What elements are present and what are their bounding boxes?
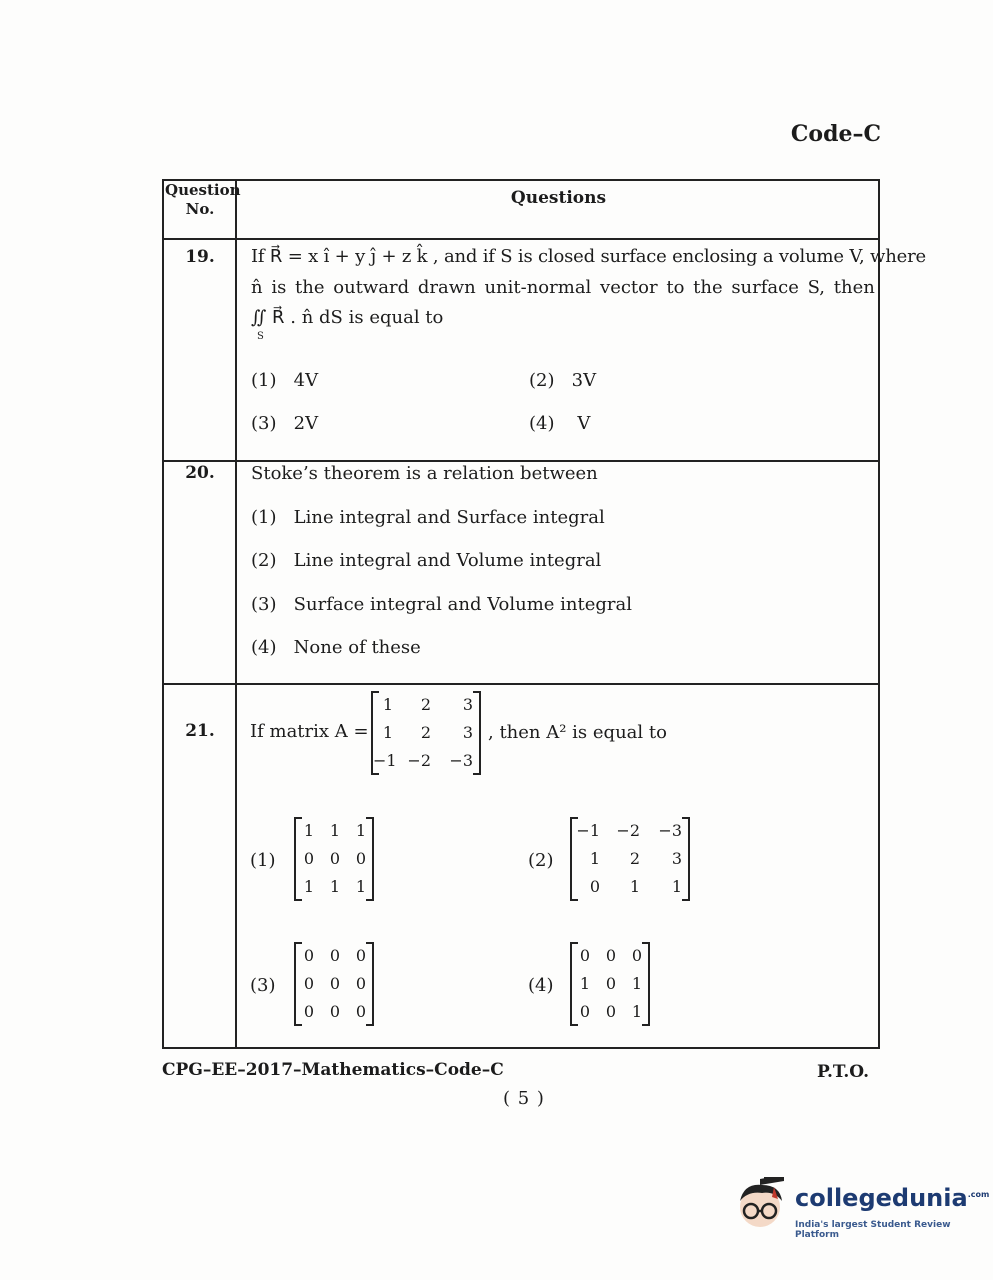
matrix-entry: 0 xyxy=(329,849,340,868)
matrix-entry: 0 xyxy=(605,974,616,993)
logo-name: collegedunia xyxy=(795,1184,968,1212)
matrix-entry: 0 xyxy=(605,1002,616,1021)
q21-option-2-matrix xyxy=(570,817,690,901)
matrix-entry: 1 xyxy=(303,821,314,840)
column-divider xyxy=(235,179,237,1049)
matrix-entry: 0 xyxy=(329,946,340,965)
q21-option-1-number: (1) xyxy=(250,850,276,871)
matrix-entry: 1 xyxy=(303,877,314,896)
matrix-entry: 0 xyxy=(303,974,314,993)
matrix-entry: −3 xyxy=(658,821,682,840)
logo-suffix: .com xyxy=(967,1190,990,1199)
q19-option-2 xyxy=(529,370,596,391)
question-number-20: 20. xyxy=(185,463,215,483)
option-number: (2) xyxy=(251,550,277,571)
q20-option-4 xyxy=(251,637,421,658)
q21-option-3-number: (3) xyxy=(250,975,276,996)
matrix-entry: 0 xyxy=(303,849,314,868)
matrix-entry: 1 xyxy=(579,974,590,993)
option-number: (1) xyxy=(251,370,277,391)
option-text: Surface integral and Volume integral xyxy=(293,594,633,615)
matrix-entry: 3 xyxy=(671,849,682,868)
matrix-entry: 0 xyxy=(589,877,600,896)
question-no-header-text: Question No. xyxy=(165,181,241,218)
option-text: 2V xyxy=(293,413,319,434)
pto-label: P.T.O. xyxy=(817,1062,869,1082)
option-text: None of these xyxy=(293,637,421,658)
matrix-entry: −3 xyxy=(449,751,473,770)
q19-option-1 xyxy=(251,370,318,391)
q19-line2: n̂ is the outward drawn unit-normal vector to the surface S, then xyxy=(251,277,875,298)
q21-stem-post: , then A² is equal to xyxy=(488,722,667,743)
q20-option-1 xyxy=(251,507,605,528)
questions-header: Questions xyxy=(510,188,607,208)
question-number-21: 21. xyxy=(185,721,215,741)
matrix-entry: 0 xyxy=(631,946,642,965)
q19-line3: ∬ R⃗ . n̂ dS is equal to xyxy=(251,307,444,328)
q21-option-4-matrix xyxy=(570,942,650,1026)
option-text: Line integral and Surface integral xyxy=(293,507,605,528)
matrix-entry: −2 xyxy=(616,821,640,840)
q21-option-1-matrix xyxy=(294,817,374,901)
matrix-entry: 0 xyxy=(579,1002,590,1021)
matrix-entry: 1 xyxy=(631,1002,642,1021)
option-number: (1) xyxy=(251,507,277,528)
matrix-entry: 2 xyxy=(420,695,431,714)
matrix-entry: 2 xyxy=(420,723,431,742)
matrix-entry: 1 xyxy=(629,877,640,896)
option-number: (2) xyxy=(529,370,555,391)
matrix-entry: 1 xyxy=(329,877,340,896)
q19-surface-subscript: S xyxy=(257,331,264,342)
matrix-entry: 0 xyxy=(355,946,366,965)
matrix-entry: 0 xyxy=(329,974,340,993)
code-label: Code–C xyxy=(790,121,881,147)
matrix-entry: 0 xyxy=(355,1002,366,1021)
q20-option-2 xyxy=(251,550,601,571)
logo-tagline: India's largest Student Review Platform xyxy=(795,1220,951,1240)
matrix-entry: −2 xyxy=(407,751,431,770)
question-no-header xyxy=(165,181,241,219)
matrix-entry: −1 xyxy=(373,751,397,770)
matrix-entry: 0 xyxy=(355,849,366,868)
q21-option-3-matrix xyxy=(294,942,374,1026)
option-number: (4) xyxy=(529,413,555,434)
matrix-entry: 0 xyxy=(329,1002,340,1021)
exam-code-footer: CPG–EE–2017–Mathematics–Code–C xyxy=(162,1060,504,1080)
option-text: 4V xyxy=(293,370,319,391)
page-number: ( 5 ) xyxy=(503,1088,545,1109)
logo-wordmark xyxy=(795,1184,989,1212)
matrix-entry: 1 xyxy=(355,821,366,840)
header-divider xyxy=(162,238,880,240)
q20-stem: Stoke’s theorem is a relation between xyxy=(251,463,598,484)
matrix-entry: 1 xyxy=(329,821,340,840)
matrix-entry: 2 xyxy=(629,849,640,868)
q19-line1: If R⃗ = x î + y ĵ + z k̂ , and if S is closed surface enclosing a volume V, where xyxy=(251,246,926,267)
option-text: 3V xyxy=(571,370,597,391)
matrix-entry: 1 xyxy=(382,695,393,714)
matrix-entry: 1 xyxy=(671,877,682,896)
matrix-a xyxy=(371,691,481,775)
q21-option-4-number: (4) xyxy=(528,975,554,996)
option-number: (3) xyxy=(251,594,277,615)
matrix-entry: 0 xyxy=(303,946,314,965)
option-number: (4) xyxy=(251,637,277,658)
matrix-entry: 3 xyxy=(462,723,473,742)
matrix-entry: 1 xyxy=(631,974,642,993)
matrix-entry: 0 xyxy=(355,974,366,993)
q21-option-2-number: (2) xyxy=(528,850,554,871)
matrix-entry: 0 xyxy=(303,1002,314,1021)
matrix-entry: 1 xyxy=(355,877,366,896)
matrix-entry: −1 xyxy=(576,821,600,840)
row-divider-19-20 xyxy=(162,460,880,462)
matrix-entry: 0 xyxy=(605,946,616,965)
option-text: Line integral and Volume integral xyxy=(293,550,602,571)
q19-option-4 xyxy=(529,413,590,434)
matrix-entry: 1 xyxy=(382,723,393,742)
matrix-entry: 1 xyxy=(589,849,600,868)
row-divider-20-21 xyxy=(162,683,880,685)
q21-stem-pre: If matrix A = xyxy=(250,721,369,742)
matrix-entry: 0 xyxy=(579,946,590,965)
option-number: (3) xyxy=(251,413,277,434)
option-text: V xyxy=(577,413,591,434)
q19-option-3 xyxy=(251,413,318,434)
matrix-entry: 3 xyxy=(462,695,473,714)
q20-option-3 xyxy=(251,594,632,615)
question-number-19: 19. xyxy=(185,247,215,267)
